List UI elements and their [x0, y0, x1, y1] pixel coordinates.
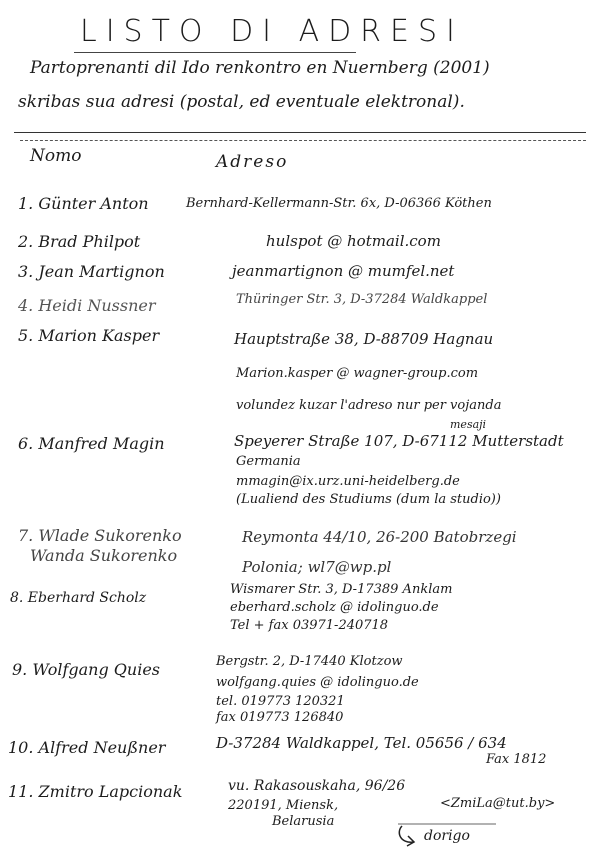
entry-10-address-line-2: Fax 1812: [486, 752, 547, 767]
entry-11-address-line-1: vu. Rakasouskaha, 96/26: [228, 778, 406, 794]
entry-1-address-line-1: Bernhard-Kellermann-Str. 6x, D-06366 Köthen: [186, 196, 492, 211]
entry-4-name: 4. Heidi Nussner: [18, 296, 156, 315]
entry-7-name: 7. Wlade Sukorenko: [18, 526, 182, 545]
entry-7-address-line-2: Polonia; wl7@wp.pl: [242, 558, 392, 576]
entry-5-address-line-4: mesaji: [450, 418, 487, 431]
continue-label: dorigo: [424, 828, 470, 844]
entry-7-address-line-1: Reymonta 44/10, 26-200 Batobrzegi: [242, 528, 517, 546]
entry-6-address-line-2: Germania: [236, 454, 301, 469]
title-underline: [74, 52, 356, 53]
entry-5-address-line-1: Hauptstraße 38, D-88709 Hagnau: [234, 330, 494, 348]
entry-3-name: 3. Jean Martignon: [18, 262, 165, 281]
entry-8-address-line-3: Tel + fax 03971-240718: [230, 618, 389, 633]
entry-6-address-line-4: (Lualiend des Studiums (dum la studio)): [236, 492, 501, 507]
entry-6-address-line-1: Speyerer Straße 107, D-67112 Mutterstadt: [234, 432, 564, 450]
entry-9-address-line-2: wolfgang.quies @ idolinguo.de: [216, 675, 419, 690]
entry-8-name: 8. Eberhard Scholz: [10, 590, 147, 606]
column-header-address: Adreso: [216, 152, 289, 172]
entry-8-address-line-1: Wismarer Str. 3, D-17389 Anklam: [230, 582, 453, 597]
entry-3-address-line-1: jeanmartignon @ mumfel.net: [232, 262, 455, 280]
entry-9-address-line-3: tel. 019773 120321: [216, 694, 345, 709]
entry-4-address-line-1: Thüringer Str. 3, D-37284 Waldkappel: [236, 292, 488, 307]
entry-11-address-line-2: 220191, Miensk,: [228, 798, 339, 813]
entry-6-name: 6. Manfred Magin: [18, 434, 165, 453]
entry-10-name: 10. Alfred Neußner: [8, 738, 166, 757]
entry-9-address-line-1: Bergstr. 2, D-17440 Klotzow: [216, 654, 403, 669]
entry-2-name: 2. Brad Philpot: [18, 232, 141, 251]
header-rule-dashed: [20, 140, 586, 141]
column-header-name: Nomo: [30, 146, 82, 166]
entry-5-address-line-2: Marion.kasper @ wagner-group.com: [236, 366, 479, 381]
entry-11-address-line-4: <ZmiLa@tut.by>: [440, 796, 556, 811]
entry-8-address-line-2: eberhard.scholz @ idolinguo.de: [230, 600, 439, 615]
entry-9-address-line-4: fax 019773 126840: [216, 710, 344, 725]
entry-9-name: 9. Wolfgang Quies: [12, 660, 161, 679]
intro-line-2: skribas sua adresi (postal, ed eventuale elektronal).: [18, 92, 465, 112]
entry-11-address-line-3: Belarusia: [272, 814, 335, 829]
page-title: LISTO DI ADRESI: [80, 14, 464, 49]
intro-line-1: Partoprenanti dil Ido renkontro en Nuernberg (2001): [30, 58, 490, 78]
header-rule-top: [14, 132, 586, 133]
entry-6-address-line-3: mmagin@ix.urz.uni-heidelberg.de: [236, 474, 460, 489]
entry-11-name: 11. Zmitro Lapcionak: [8, 782, 183, 801]
entry-5-name: 5. Marion Kasper: [18, 326, 160, 345]
entry-2-address-line-1: hulspot @ hotmail.com: [266, 232, 441, 250]
entry-5-address-line-3: volundez kuzar l'adreso nur per vojanda: [236, 398, 502, 413]
entry-1-name: 1. Günter Anton: [18, 194, 149, 213]
entry-7-name-2: Wanda Sukorenko: [30, 546, 178, 565]
entry-10-address-line-1: D-37284 Waldkappel, Tel. 05656 / 634: [216, 734, 507, 752]
